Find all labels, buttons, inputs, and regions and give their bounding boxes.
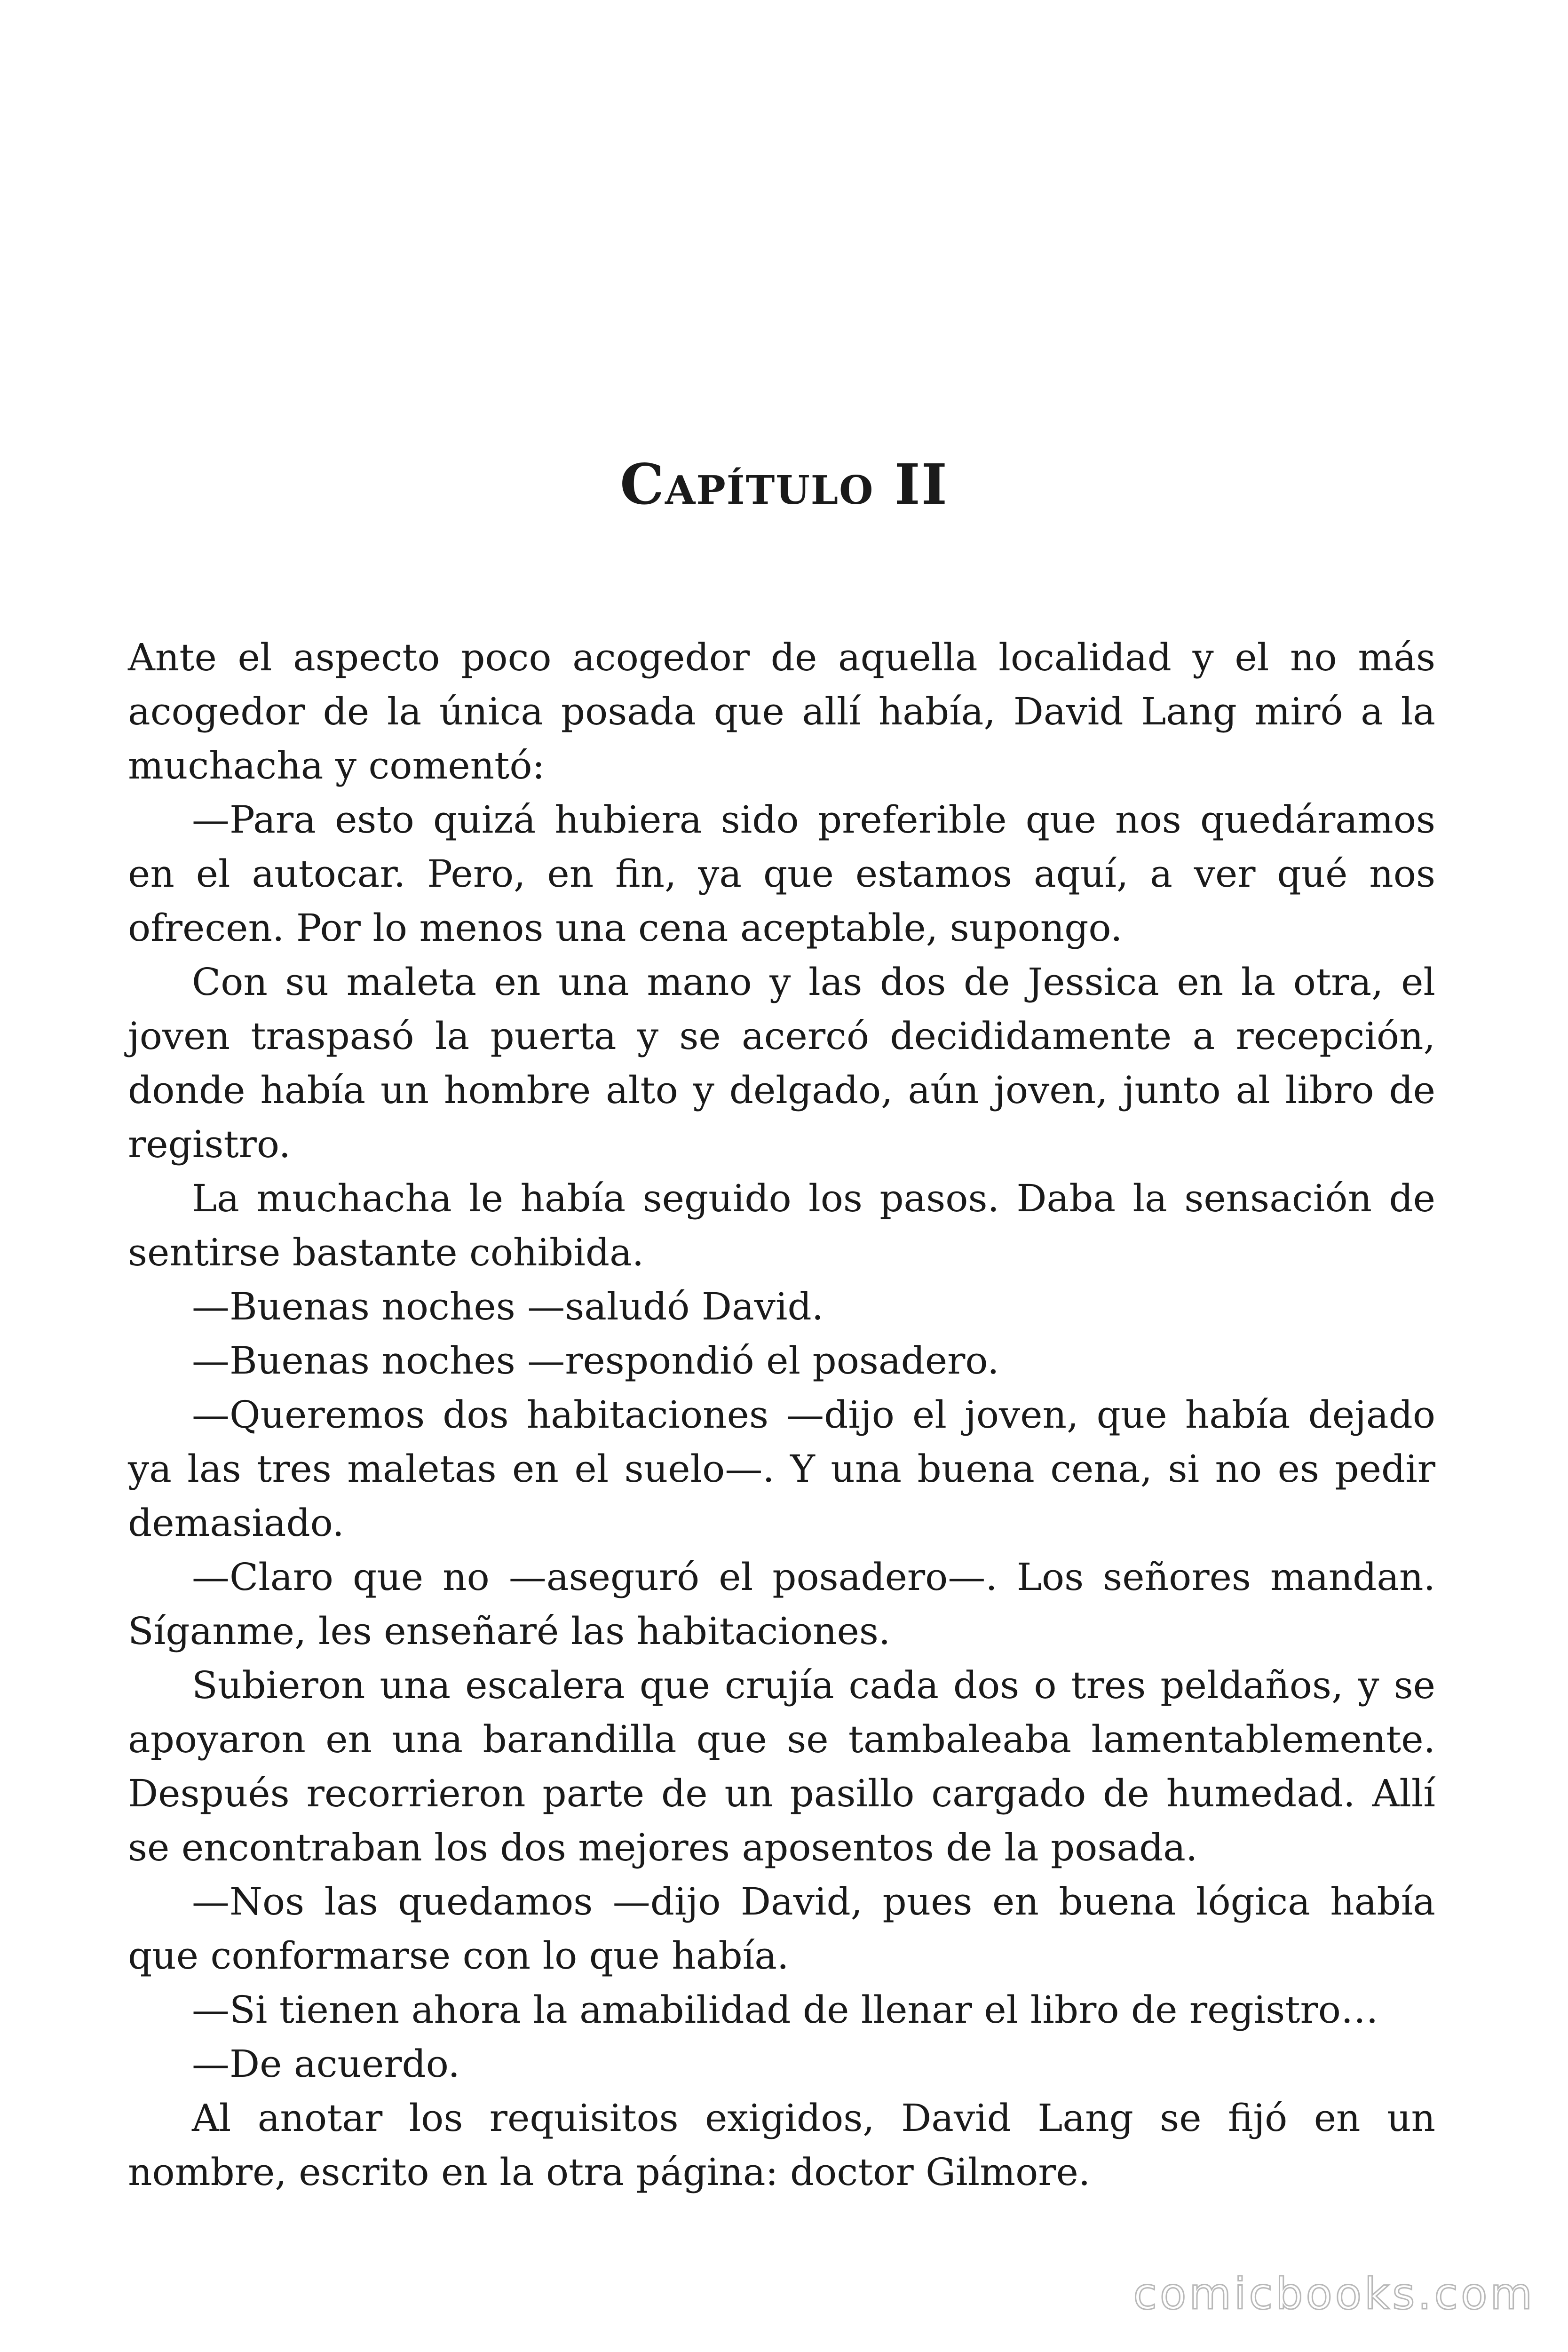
paragraph: —Buenas noches —saludó David.: [192, 1285, 824, 1328]
paragraph: —Nos las quedamos —dijo David, pues en buena lógica había que conformarse con lo que había.: [128, 1880, 1435, 1978]
watermark: comicbooks.com: [1133, 2269, 1535, 2319]
paragraph: Subieron una escalera que crujía cada dos o tres peldaños, y se apoyaron en una barandilla que se tambaleaba lamentablemente. Después recorrieron parte de un pasillo cargado de humedad. Allí se encontraban los dos mejores aposentos de la posada.: [128, 1663, 1435, 1869]
paragraph: —Buenas noches —respondió el posadero.: [192, 1339, 999, 1383]
paragraph: Ante el aspecto poco acogedor de aquella localidad y el no más acogedor de la única posada que allí había, David Lang miró a la muchacha y comentó:: [128, 636, 1435, 787]
paragraph: La muchacha le había seguido los pasos. Daba la sensación de sentirse bastante cohibida.: [128, 1176, 1435, 1274]
paragraph: —Claro que no —aseguró el posadero—. Los señores mandan. Síganme, les enseñaré las habitaciones.: [128, 1555, 1435, 1653]
paragraph: Al anotar los requisitos exigidos, David Lang se fijó en un nombre, escrito en la otra página: doctor Gilmore.: [128, 2096, 1435, 2194]
chapter-body: [128, 630, 1435, 2199]
paragraph: Con su maleta en una mano y las dos de Jessica en la otra, el joven traspasó la puerta y se acercó decididamente a recepción, donde había un hombre alto y delgado, aún joven, junto al libro de registro.: [128, 960, 1435, 1166]
paragraph: —Para esto quizá hubiera sido preferible que nos quedáramos en el autocar. Pero, en fin, ya que estamos aquí, a ver qué nos ofrecen. Por lo menos una cena aceptable, supongo.: [128, 798, 1435, 950]
paragraph: —Si tienen ahora la amabilidad de llenar el libro de registro…: [192, 1988, 1378, 2032]
chapter-title: Capítulo II: [620, 452, 948, 517]
paragraph: —Queremos dos habitaciones —dijo el joven, que había dejado ya las tres maletas en el suelo—. Y una buena cena, si no es pedir demasiado.: [128, 1393, 1435, 1545]
paragraph: —De acuerdo.: [192, 2042, 460, 2086]
